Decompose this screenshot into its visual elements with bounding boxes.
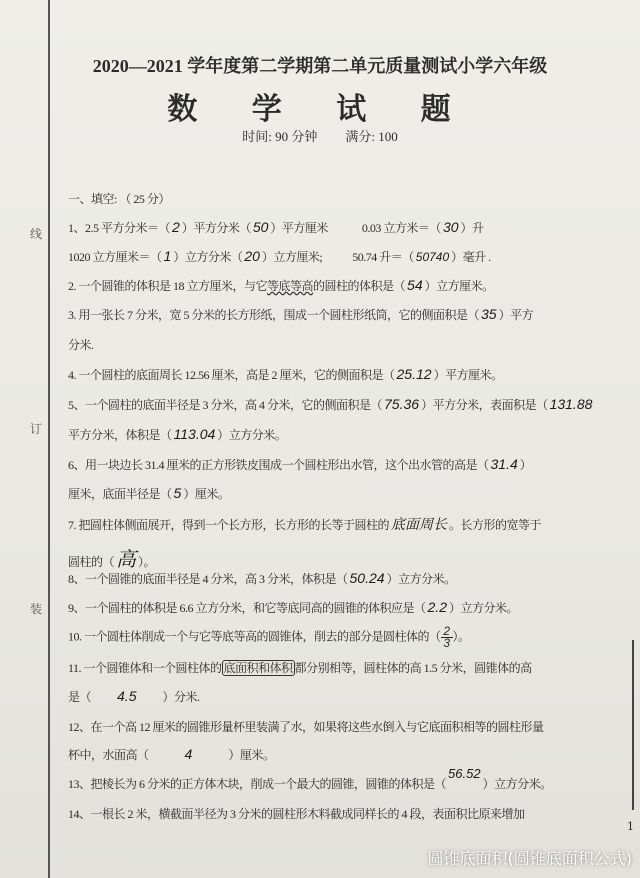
question-6: 6、用一块边长 31.4 厘米的正方形铁皮围成一个圆柱形出水管，这个出水管的高是（ 31.4 ） <box>68 456 532 472</box>
watermark-caption: 圆锥底面积(圆锥底面积公式) <box>427 849 632 868</box>
time-limit: 时间: 90 分钟 <box>242 129 318 144</box>
exam-title: 2020—2021 学年度第二学期第二单元质量测试小学六年级 <box>92 56 548 76</box>
binding-mark-pack: 装 <box>30 602 43 616</box>
question-2: 2. 一个圆锥的体积是 18 立方厘米，与它等底等高的圆柱的体积是（ 54 ）立方厘米。 <box>68 277 494 293</box>
question-14: 14、一根长 2 米，横截面半径为 3 分米的圆柱形木料截成同样长的 4 段，表面积比原来增加 <box>68 807 525 821</box>
question-10: 10. 一个圆柱体削成一个与它等底等高的圆锥体，削去的部分是圆柱体的（ $\frac{2}{3}$ ）。 <box>68 624 470 650</box>
question-12-cont: 杯中，水面高（ 4 ）厘米。 <box>68 746 275 762</box>
question-1b: 1020 立方厘米＝（ 1 ）立方分米（ 20 ）立方厘米; 50.74 升＝（ 50740 ）毫升 . <box>68 248 491 264</box>
page-number: 1 <box>627 820 634 833</box>
exam-meta <box>0 126 640 145</box>
subject-title: 数 学 试 题 <box>167 92 473 127</box>
question-1a: 1、2.5 平方分米＝（ 2 ）平方分米（ 50 ）平方厘米 0.03 立方米＝（ 30 ）升 <box>68 219 484 235</box>
question-5: 5、一个圆柱的底面半径是 3 分米，高 4 分米，它的侧面积是（ 75.36 ）平方分米，表面积是（ 131.88 <box>68 396 593 412</box>
question-6-cont: 厘米，底面半径是（ 5 ）厘米。 <box>68 485 230 501</box>
question-12: 12、在一个高 12 厘米的圆锥形量杯里装满了水，如果将这些水倒入与它底面积相等的圆柱形量 <box>68 720 544 734</box>
fraction-answer: $\frac{2}{3}$ <box>441 626 453 649</box>
surface-area-answer: 131.88 <box>549 396 593 412</box>
question-9: 9、一个圆柱的体积是 6.6 立方分米，和它等底同高的圆锥的体积应是（ 2.2 ）立方分米。 <box>68 599 518 615</box>
question-8: 8、一个圆锥的底面半径是 4 分米，高 3 分米，体积是（ 50.24 ）立方分米。 <box>68 570 456 586</box>
question-4: 4. 一个圆柱的底面周长 12.56 厘米，高是 2 厘米，它的侧面积是（ 25.12 ）平方厘米。 <box>68 366 503 382</box>
full-score: 满分: 100 <box>345 129 398 144</box>
question-5-cont: 平方分米，体积是（ 113.04 ）立方分米。 <box>68 426 287 442</box>
question-7-cont: 圆柱的（ 高 ）。 <box>68 549 156 571</box>
question-11-cont: 是（ 4.5 ）分米. <box>68 688 200 704</box>
binding-mark-order: 订 <box>30 422 43 436</box>
question-13: 13、把棱长为 6 分米的正方体木块，削成一个最大的圆锥，圆锥的体积是（56.52）立方分米。 <box>68 766 552 791</box>
question-3: 3. 用一张长 7 分米，宽 5 分米的长方形纸，围成一个圆柱形纸筒，它的侧面积是（ 35 ）平方 <box>68 306 534 322</box>
question-11: 11. 一个圆锥体和一个圆柱体的 底面积和体积 都分别相等，圆柱体的高 1.5 分米，圆锥体的高 <box>68 661 532 675</box>
margin-rule <box>632 640 634 810</box>
section-heading: 一、填空: （ 25 分） <box>68 192 170 206</box>
binding-mark-line: 线 <box>30 227 43 241</box>
question-7: 7. 把圆柱体侧面展开，得到一个长方形，长方形的长等于圆柱的 底面周长 。长方形的宽等于 <box>68 516 542 532</box>
question-3-cont: 分米. <box>68 338 94 352</box>
